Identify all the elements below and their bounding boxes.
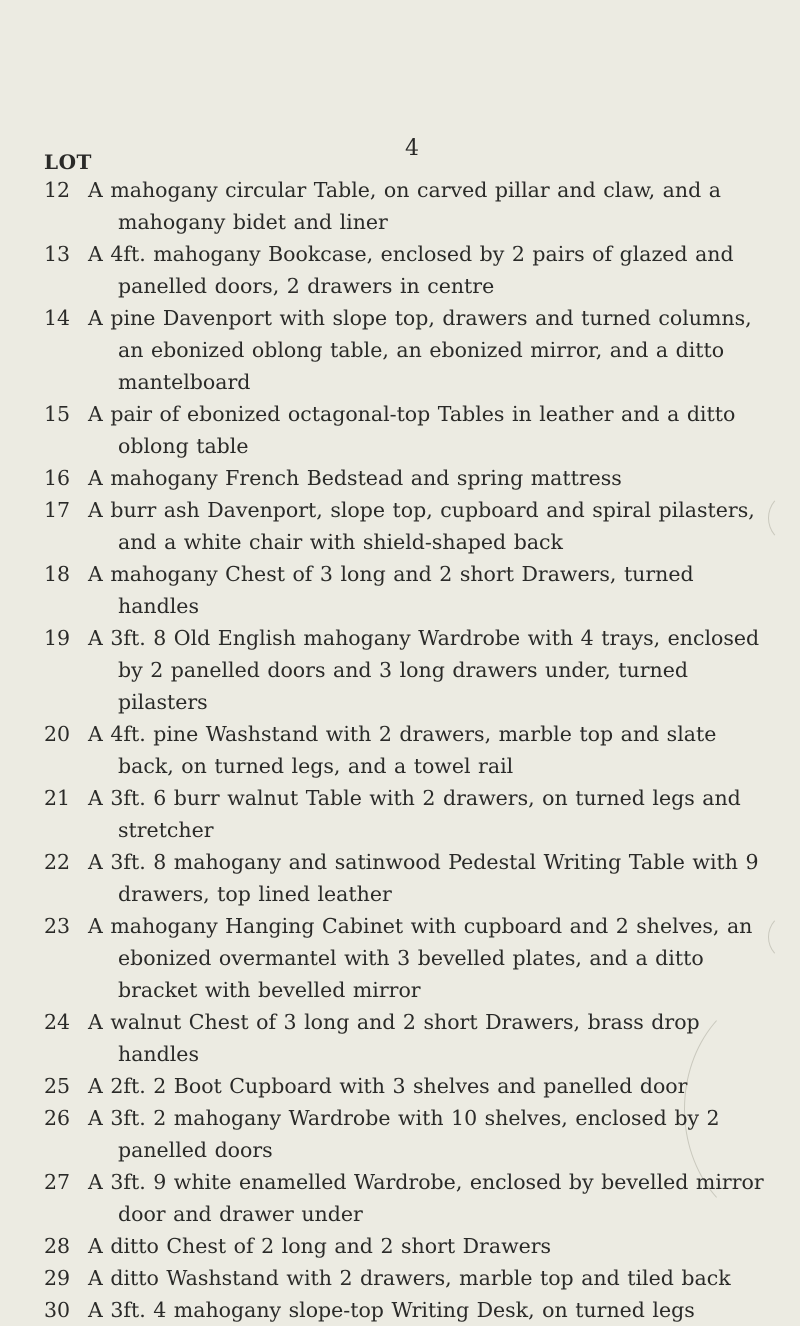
lot-entry [38,1294,768,1326]
lot-entry [38,622,768,718]
lot-number: 22 [44,850,71,874]
lot-description: A 3ft. 8 Old English mahogany Wardrobe with 4 trays, enclosed by 2 panelled doors and 3 long drawers under, turned pilasters [88,626,760,714]
lot-number: 13 [44,242,71,266]
lot-entry [38,910,768,1006]
lot-entry [38,398,768,462]
lot-description: A 3ft. 2 mahogany Wardrobe with 10 shelves, enclosed by 2 panelled doors [88,1106,720,1162]
lot-description: A ditto Chest of 2 long and 2 short Drawers [88,1234,552,1258]
lot-entry [38,1166,768,1230]
lot-number: 25 [44,1074,71,1098]
lot-description: A mahogany circular Table, on carved pillar and claw, and a mahogany bidet and liner [88,178,721,234]
lot-entry [38,1102,768,1166]
lot-description: A 4ft. pine Washstand with 2 drawers, marble top and slate back, on turned legs, and a towel rail [88,722,717,778]
lot-entry [38,174,768,238]
lot-number: 24 [44,1010,71,1034]
lot-description: A 3ft. 6 burr walnut Table with 2 drawers, on turned legs and stretcher [88,786,741,842]
lot-number: 21 [44,786,71,810]
lot-entry [38,302,768,398]
lot-entry [38,1230,768,1262]
lot-entry [38,494,768,558]
lot-description: A 4ft. mahogany Bookcase, enclosed by 2 pairs of glazed and panelled doors, 2 drawers in centre [88,242,734,298]
lot-description: A 2ft. 2 Boot Cupboard with 3 shelves and panelled door [88,1074,688,1098]
lot-number: 26 [44,1106,71,1130]
lot-description: A 3ft. 4 mahogany slope-top Writing Desk, on turned legs [88,1298,695,1322]
lot-number: 12 [44,178,71,202]
margin-smudge [768,494,800,542]
lot-description: A pair of ebonized octagonal-top Tables in leather and a ditto oblong table [88,402,736,458]
lot-description: A walnut Chest of 3 long and 2 short Drawers, brass drop handles [88,1010,700,1066]
lot-number: 23 [44,914,71,938]
lot-number: 20 [44,722,71,746]
lot-number: 16 [44,466,71,490]
lot-number: 19 [44,626,71,650]
lot-description: A pine Davenport with slope top, drawers and turned columns, an ebonized oblong table, an ebonized mirror, and a ditto mantelboard [88,306,752,394]
lot-number: 27 [44,1170,71,1194]
lot-number: 15 [44,402,71,426]
lot-description: A mahogany Chest of 3 long and 2 short Drawers, turned handles [88,562,694,618]
lot-number: 29 [44,1266,71,1290]
lot-description: A burr ash Davenport, slope top, cupboard and spiral pilasters, and a white chair with shield-shaped back [88,498,755,554]
lot-description: A mahogany French Bedstead and spring mattress [88,466,622,490]
lot-entry [38,558,768,622]
lot-entry [38,1006,768,1070]
lot-entry [38,238,768,302]
lot-entry [38,846,768,910]
page-number: 4 [405,136,419,161]
lot-entry [38,718,768,782]
lot-description: A 3ft. 8 mahogany and satinwood Pedestal Writing Table with 9 drawers, top lined leather [88,850,759,906]
lot-column-header: LOT [44,150,92,174]
lot-entry [38,782,768,846]
lot-number: 18 [44,562,71,586]
lot-number: 14 [44,306,71,330]
margin-smudge [768,914,800,960]
lot-entry [38,1070,768,1102]
lot-number: 17 [44,498,71,522]
lot-number: 30 [44,1298,71,1322]
lot-entry [38,1262,768,1294]
lot-list [38,174,768,1326]
lot-description: A 3ft. 9 white enamelled Wardrobe, enclosed by bevelled mirror door and drawer under [88,1170,764,1226]
lot-description: A ditto Washstand with 2 drawers, marble top and tiled back [88,1266,731,1290]
lot-entry [38,462,768,494]
lot-number: 28 [44,1234,71,1258]
lot-description: A mahogany Hanging Cabinet with cupboard and 2 shelves, an ebonized overmantel with 3 bevelled plates, and a ditto bracket with bevelled mirror [88,914,753,1002]
